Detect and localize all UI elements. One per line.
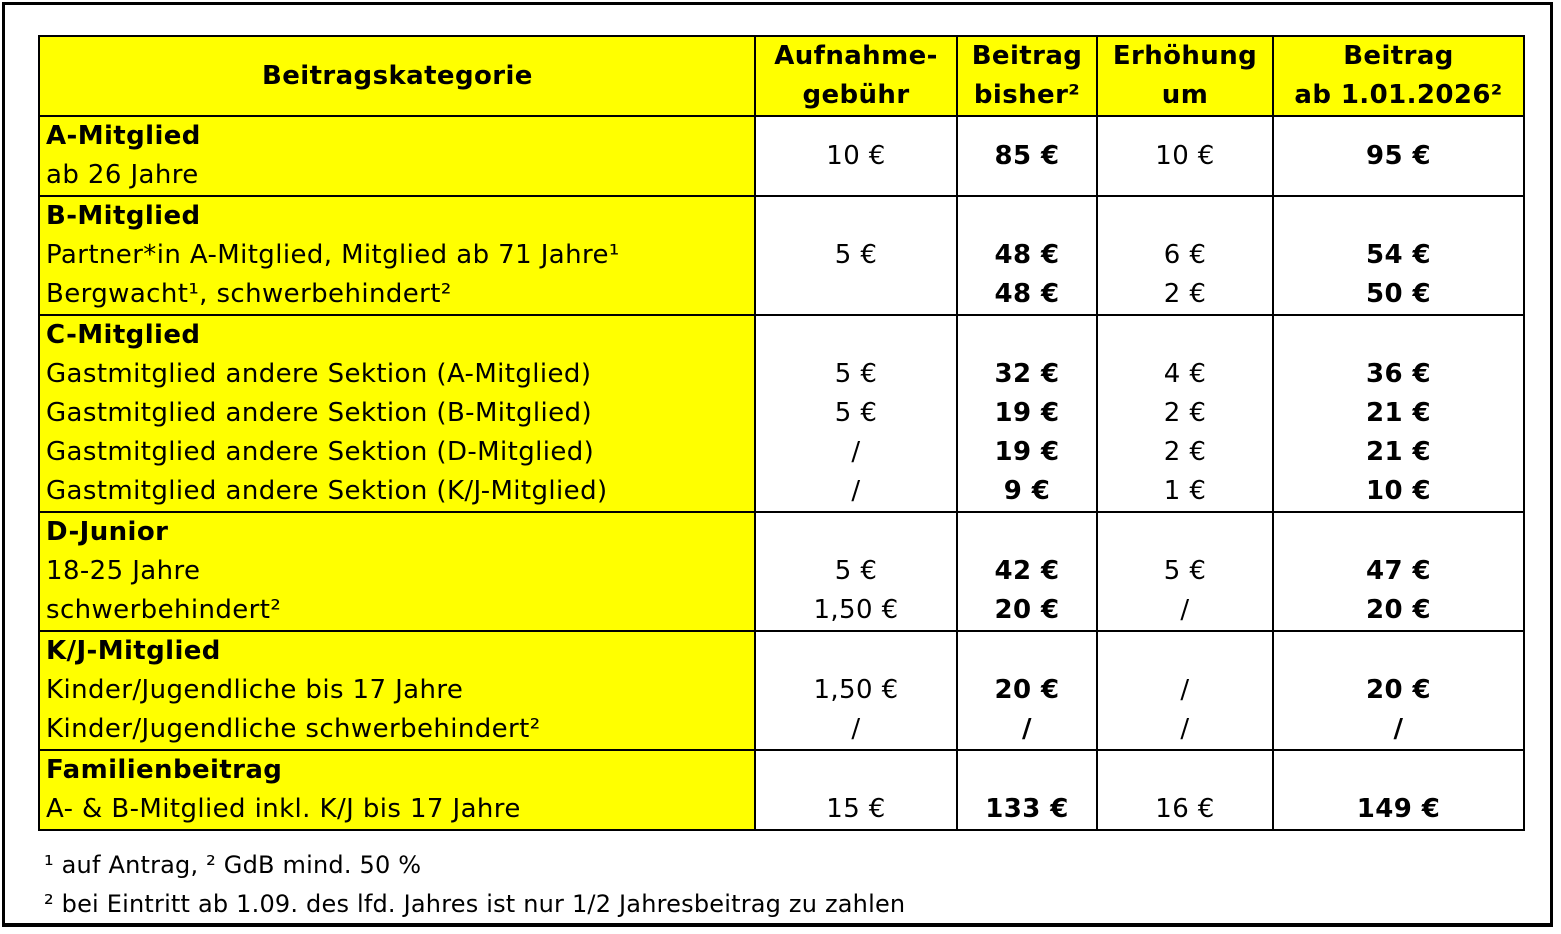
category-cell [39, 315, 755, 512]
value-new: 10 € [1366, 476, 1431, 506]
value-fee: 5 € [834, 240, 878, 270]
new-fee-cell [1273, 315, 1524, 512]
footnote-2: ² bei Eintritt ab 1.09. des lfd. Jahres ist nur 1/2 Jahresbeitrag zu zahlen [44, 890, 906, 918]
value-new: 21 € [1366, 398, 1431, 428]
value-spacer [1098, 632, 1272, 671]
value-fee: 5 € [834, 359, 878, 389]
header-category-label: Beitragskategorie [262, 60, 533, 91]
value-spacer [756, 513, 956, 552]
header-increase-line1: Erhöhung [1112, 41, 1258, 71]
value-fee: 15 € [826, 794, 886, 824]
value-fee: 1,50 € [813, 675, 899, 705]
new-fee-cell [1273, 750, 1524, 830]
previous-fee-cell [957, 196, 1097, 315]
new-fee-cell [1273, 116, 1524, 196]
value-spacer [756, 316, 956, 355]
category-title: A-Mitglied [46, 121, 201, 151]
increase-cell [1097, 750, 1273, 830]
category-title: B-Mitglied [46, 201, 201, 231]
admission-fee-cell [755, 750, 957, 830]
value-inc: 2 € [1163, 279, 1207, 309]
value-new: 50 € [1366, 279, 1431, 309]
value-inc: 4 € [1163, 359, 1207, 389]
value-spacer [1098, 751, 1272, 790]
category-row-label: ab 26 Jahre [46, 160, 199, 190]
value-inc: / [1180, 675, 1190, 705]
category-row-label: Gastmitglied andere Sektion (B-Mitglied) [46, 398, 593, 428]
table-row-group [39, 631, 1524, 750]
value-new: 54 € [1366, 240, 1431, 270]
value-spacer [1274, 513, 1523, 552]
value-inc: 1 € [1163, 476, 1207, 506]
previous-fee-cell [957, 750, 1097, 830]
category-row-label: Gastmitglied andere Sektion (K/J-Mitglied) [46, 476, 608, 506]
value-spacer [756, 632, 956, 671]
category-title: K/J-Mitglied [46, 636, 221, 666]
value-new: 149 € [1356, 794, 1441, 824]
header-admission-fee-line1: Aufnahme- [774, 41, 938, 71]
value-spacer [1274, 632, 1523, 671]
header-admission-fee [755, 36, 957, 116]
increase-cell [1097, 196, 1273, 315]
table-row-group [39, 750, 1524, 830]
increase-cell [1097, 631, 1273, 750]
value-fee: 5 € [834, 556, 878, 586]
previous-fee-cell [957, 315, 1097, 512]
header-category [39, 36, 755, 116]
value-inc: 2 € [1163, 437, 1207, 467]
value-new: 20 € [1366, 595, 1431, 625]
header-previous-fee-line2: bisher² [973, 80, 1081, 110]
increase-cell [1097, 315, 1273, 512]
value-new: / [1393, 714, 1404, 744]
value-fee: / [851, 476, 861, 506]
increase-cell [1097, 512, 1273, 631]
previous-fee-cell [957, 631, 1097, 750]
value-new: 95 € [1366, 140, 1431, 171]
category-row-label: Kinder/Jugendliche schwerbehindert² [46, 714, 541, 744]
value-inc: 16 € [1155, 794, 1215, 824]
header-new-fee-line2: ab 1.01.2026² [1294, 80, 1503, 110]
value-spacer [958, 632, 1096, 671]
header-admission-fee-line2: gebühr [802, 80, 910, 110]
value-prev: 133 € [985, 794, 1069, 824]
footnote-1: ¹ auf Antrag, ² GdB mind. 50 % [44, 851, 422, 879]
value-prev: / [1022, 714, 1032, 744]
value-new: 21 € [1366, 437, 1431, 467]
value-prev: 32 € [994, 359, 1060, 389]
membership-fee-table [38, 35, 1525, 831]
value-spacer [1274, 751, 1523, 790]
value-spacer [756, 751, 956, 790]
header-new-fee-line1: Beitrag [1343, 41, 1454, 71]
value-spacer [1274, 316, 1523, 355]
category-row-label: A- & B-Mitglied inkl. K/J bis 17 Jahre [46, 794, 521, 824]
admission-fee-cell [755, 196, 957, 315]
value-prev: 42 € [994, 556, 1060, 586]
value-fee: 10 € [826, 140, 886, 171]
new-fee-cell [1273, 512, 1524, 631]
value-prev: 85 € [994, 140, 1060, 171]
category-cell [39, 512, 755, 631]
value-prev: 19 € [994, 437, 1060, 467]
value-inc: 10 € [1155, 140, 1215, 171]
value-fee: / [851, 437, 861, 467]
table-row-group [39, 315, 1524, 512]
value-prev: 48 € [994, 240, 1060, 270]
value-new: 47 € [1366, 556, 1431, 586]
category-cell [39, 116, 755, 196]
value-new: 36 € [1366, 359, 1431, 389]
category-title: Familienbeitrag [46, 755, 283, 785]
value-spacer [1274, 197, 1523, 236]
category-row-label: Bergwacht¹, schwerbehindert² [46, 279, 452, 309]
category-cell [39, 196, 755, 315]
value-prev: 20 € [994, 595, 1060, 625]
value-spacer [1098, 513, 1272, 552]
previous-fee-cell [957, 512, 1097, 631]
value-inc: 6 € [1163, 240, 1207, 270]
value-prev: 9 € [1003, 476, 1051, 506]
value-fee: / [851, 714, 861, 744]
category-row-label: Partner*in A-Mitglied, Mitglied ab 71 Jahre¹ [46, 240, 620, 270]
admission-fee-cell [755, 631, 957, 750]
category-row-label: schwerbehindert² [46, 595, 282, 625]
value-inc: / [1180, 714, 1190, 744]
value-prev: 19 € [994, 398, 1060, 428]
value-fee [756, 275, 956, 314]
value-spacer [958, 751, 1096, 790]
category-row-label: Gastmitglied andere Sektion (A-Mitglied) [46, 359, 592, 389]
table-header-row [39, 36, 1524, 116]
category-row-label: Gastmitglied andere Sektion (D-Mitglied) [46, 437, 595, 467]
category-title: D-Junior [46, 517, 169, 547]
header-increase-line2: um [1161, 80, 1209, 110]
value-prev: 48 € [994, 279, 1060, 309]
value-inc: 5 € [1163, 556, 1207, 586]
value-inc: 2 € [1163, 398, 1207, 428]
table-row-group [39, 116, 1524, 196]
header-previous-fee [957, 36, 1097, 116]
value-spacer [958, 197, 1096, 236]
category-row-label: 18-25 Jahre [46, 556, 201, 586]
value-fee: 1,50 € [813, 595, 899, 625]
admission-fee-cell [755, 512, 957, 631]
header-previous-fee-line1: Beitrag [971, 41, 1083, 71]
value-spacer [1098, 316, 1272, 355]
table-row-group [39, 196, 1524, 315]
admission-fee-cell [755, 116, 957, 196]
category-row-label: Kinder/Jugendliche bis 17 Jahre [46, 675, 464, 705]
increase-cell [1097, 116, 1273, 196]
value-spacer [1098, 197, 1272, 236]
value-spacer [756, 197, 956, 236]
value-prev: 20 € [994, 675, 1060, 705]
value-fee: 5 € [834, 398, 878, 428]
new-fee-cell [1273, 196, 1524, 315]
footnotes [44, 846, 905, 924]
header-increase [1097, 36, 1273, 116]
value-spacer [958, 316, 1096, 355]
previous-fee-cell [957, 116, 1097, 196]
category-title: C-Mitglied [46, 320, 201, 350]
admission-fee-cell [755, 315, 957, 512]
table-row-group [39, 512, 1524, 631]
category-cell [39, 631, 755, 750]
value-spacer [958, 513, 1096, 552]
new-fee-cell [1273, 631, 1524, 750]
header-new-fee [1273, 36, 1524, 116]
value-new: 20 € [1366, 675, 1431, 705]
category-cell [39, 750, 755, 830]
value-inc: / [1180, 595, 1190, 625]
